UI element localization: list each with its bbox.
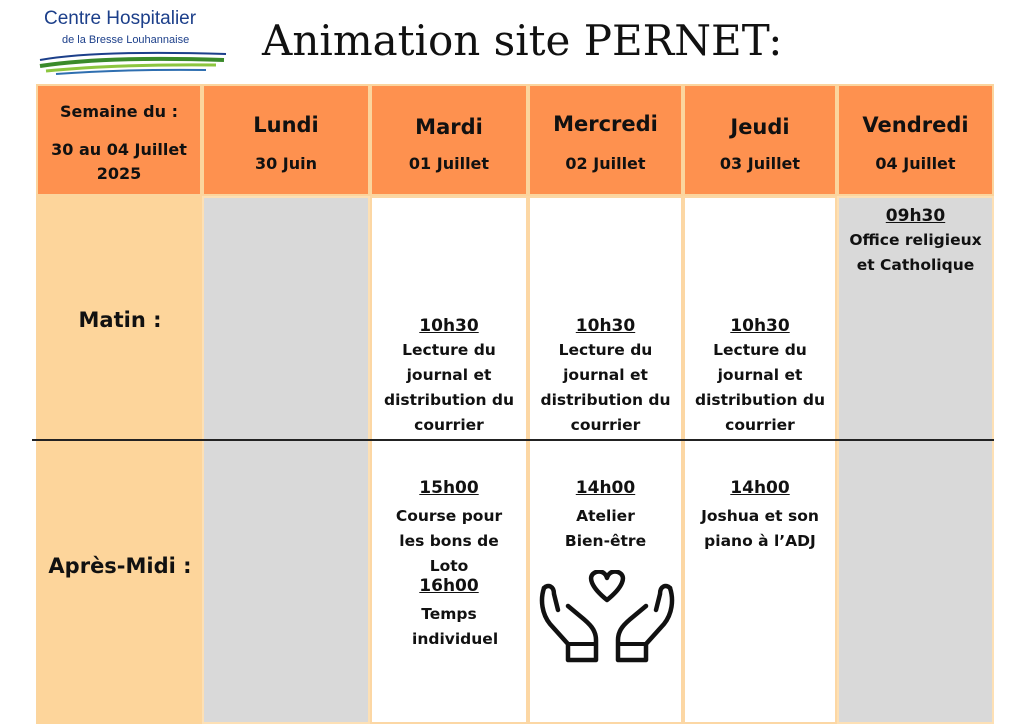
mardi-afternoon-event-2 — [372, 576, 526, 652]
event-time: 10h30 — [730, 316, 790, 336]
row-label-column — [36, 196, 202, 724]
event-activity: Course pour les bons de Loto — [395, 507, 503, 575]
day-header-jeudi — [683, 84, 837, 196]
logo-line1: Centre Hospitalier — [44, 8, 197, 29]
event-time: 14h00 — [730, 478, 790, 498]
jeudi-column — [683, 196, 837, 724]
logo-line2: de la Bresse Louhannaise — [62, 34, 190, 46]
event-activity: Office religieux et Catholique — [849, 231, 982, 274]
event-activity: Joshua et son piano à l’ADJ — [701, 507, 819, 550]
day-date: 04 Juillet — [875, 154, 956, 173]
mardi-column — [370, 196, 528, 724]
schedule-table — [36, 84, 994, 724]
event-time: 14h00 — [575, 478, 636, 498]
mercredi-morning-event — [530, 316, 681, 438]
mardi-afternoon-event-1 — [372, 478, 526, 579]
mercredi-afternoon-event — [530, 478, 681, 554]
event-time: 16h00 — [419, 576, 479, 596]
lundi-column — [202, 196, 370, 724]
day-date: 01 Juillet — [408, 154, 490, 173]
event-activity: Lecture du journal et distribution du courrier — [540, 341, 671, 434]
day-header-mercredi — [528, 84, 683, 196]
day-header-lundi — [202, 84, 370, 196]
day-header-mardi — [370, 84, 528, 196]
event-activity: Atelier Bien-être — [564, 507, 647, 550]
hands-heart-icon — [534, 570, 680, 666]
jeudi-afternoon-event — [685, 478, 835, 554]
day-date: 02 Juillet — [565, 154, 646, 173]
week-label: Semaine du : — [60, 102, 178, 121]
day-name: Mercredi — [553, 112, 658, 136]
day-date: 03 Juillet — [719, 154, 801, 173]
week-range: 30 au 04 Juillet 2025 — [51, 140, 187, 183]
hospital-logo — [36, 6, 232, 76]
page-title: Animation site PERNET: — [262, 16, 783, 65]
event-time: 10h30 — [575, 316, 636, 336]
event-activity: Lecture du journal et distribution du courrier — [694, 341, 826, 434]
jeudi-morning-event — [685, 316, 835, 438]
week-header-cell — [36, 84, 202, 196]
event-activity: Temps individuel — [412, 605, 499, 648]
day-header-vendredi — [837, 84, 994, 196]
vendredi-morning-event — [839, 206, 992, 278]
day-name: Vendredi — [862, 113, 969, 137]
event-time: 09h30 — [885, 206, 946, 226]
afternoon-label: Après-Midi : — [48, 554, 192, 578]
day-name: Mardi — [415, 115, 483, 139]
day-name: Lundi — [253, 113, 319, 137]
mardi-morning-event — [372, 316, 526, 438]
event-time: 15h00 — [419, 478, 479, 498]
logo-swoosh-icon — [36, 46, 232, 76]
day-name: Jeudi — [730, 115, 790, 139]
vendredi-column — [837, 196, 994, 724]
day-date: 30 Juin — [254, 154, 318, 173]
event-time: 10h30 — [419, 316, 479, 336]
morning-label: Matin : — [78, 308, 162, 332]
mercredi-column — [528, 196, 683, 724]
morning-afternoon-divider — [32, 439, 994, 441]
event-activity: Lecture du journal et distribution du courrier — [383, 341, 515, 434]
